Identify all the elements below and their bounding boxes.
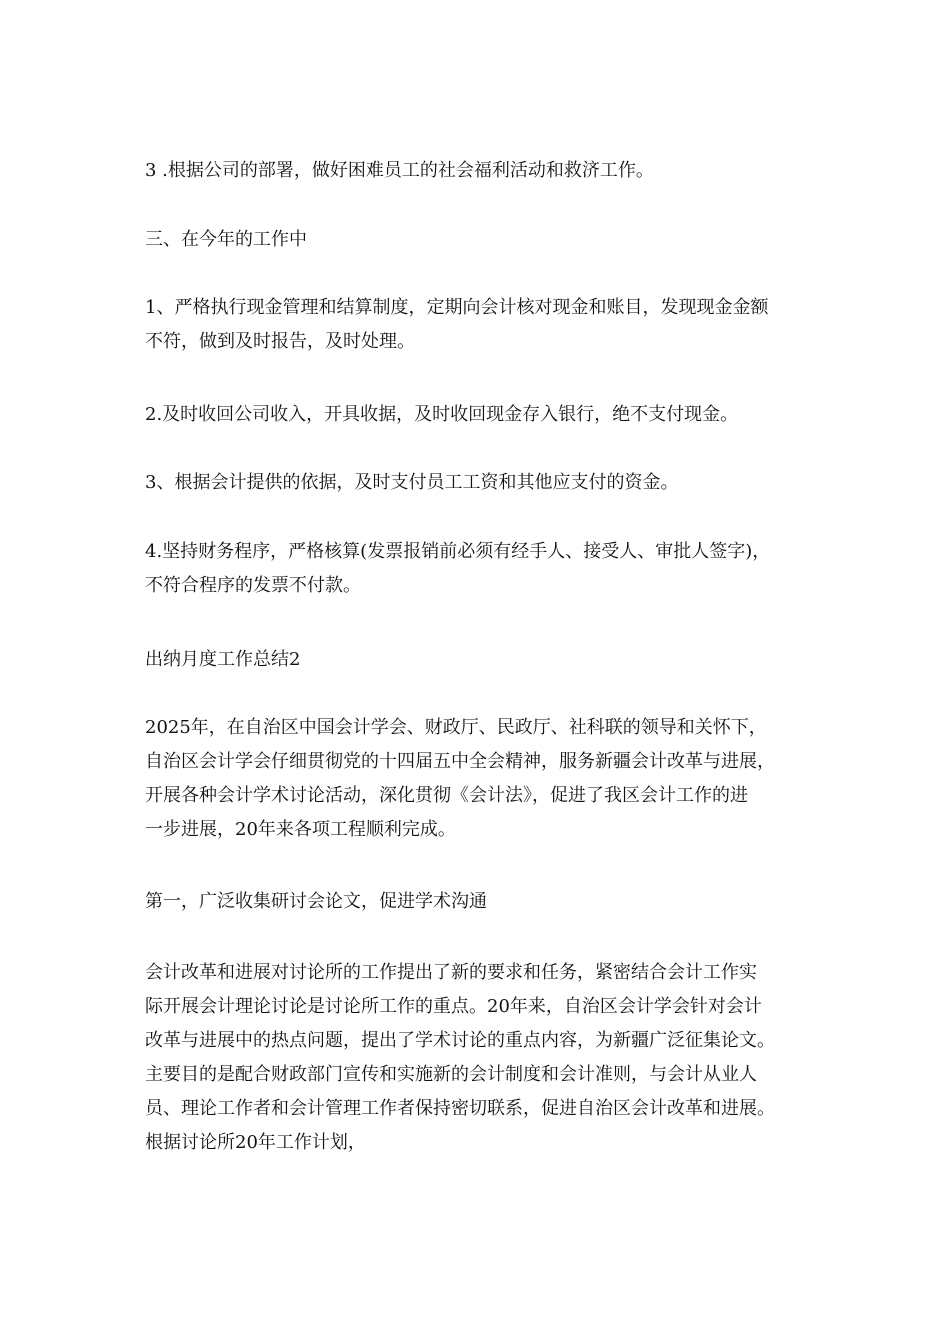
text-line: 3 .根据公司的部署，做好困难员工的社会福利活动和救济工作。: [145, 160, 654, 181]
text-line: 不符，做到及时报告，及时处理。: [145, 331, 415, 352]
text-line: 1、严格执行现金管理和结算制度，定期向会计核对现金和账目，发现现金金额: [145, 297, 769, 318]
text-line: 际开展会计理论讨论是讨论所工作的重点。20年来，自治区会计学会针对会计: [145, 996, 762, 1017]
text-line: 2.及时收回公司收入，开具收据，及时收回现金存入银行，绝不支付现金。: [145, 404, 739, 425]
document-title-2: [145, 643, 825, 677]
paragraph-item-1: [145, 291, 825, 359]
section-heading-first: [145, 885, 825, 919]
text-line: 会计改革和进展对讨论所的工作提出了新的要求和任务，紧密结合会计工作实: [145, 962, 757, 983]
text-line: 根据讨论所20年工作计划，: [145, 1132, 366, 1153]
text-line: 不符合程序的发票不付款。: [145, 575, 361, 596]
section-heading-3: [145, 223, 825, 257]
text-line: 三、在今年的工作中: [145, 229, 307, 250]
text-line: 第一，广泛收集研讨会论文，促进学术沟通: [145, 891, 487, 912]
text-line: 出纳月度工作总结2: [145, 649, 301, 670]
text-line: 3、根据会计提供的依据，及时支付员工工资和其他应支付的资金。: [145, 472, 679, 493]
text-line: 一步进展，20年来各项工程顺利完成。: [145, 819, 456, 840]
text-line: 员、理论工作者和会计管理工作者保持密切联系，促进自治区会计改革和进展。: [145, 1098, 775, 1119]
text-line: 4.坚持财务程序，严格核算(发票报销前必须有经手人、接受人、审批人签字)，: [145, 541, 771, 562]
text-line: 自治区会计学会仔细贯彻党的十四届五中全会精神，服务新疆会计改革与进展，: [145, 751, 775, 772]
text-line: 2025年，在自治区中国会计学会、财政厅、民政厅、社科联的领导和关怀下，: [145, 717, 767, 738]
body-paragraph: [145, 956, 825, 1160]
paragraph-item-3: [145, 154, 825, 188]
paragraph-item-4: [145, 535, 825, 603]
text-line: 改革与进展中的热点问题，提出了学术讨论的重点内容，为新疆广泛征集论文。: [145, 1030, 775, 1051]
intro-paragraph: [145, 711, 825, 847]
text-line: 主要目的是配合财政部门宣传和实施新的会计制度和会计准则，与会计从业人: [145, 1064, 757, 1085]
paragraph-item-2: [145, 398, 825, 432]
text-line: 开展各种会计学术讨论活动，深化贯彻《会计法》，促进了我区会计工作的进: [145, 785, 748, 806]
paragraph-item-3b: [145, 466, 825, 500]
